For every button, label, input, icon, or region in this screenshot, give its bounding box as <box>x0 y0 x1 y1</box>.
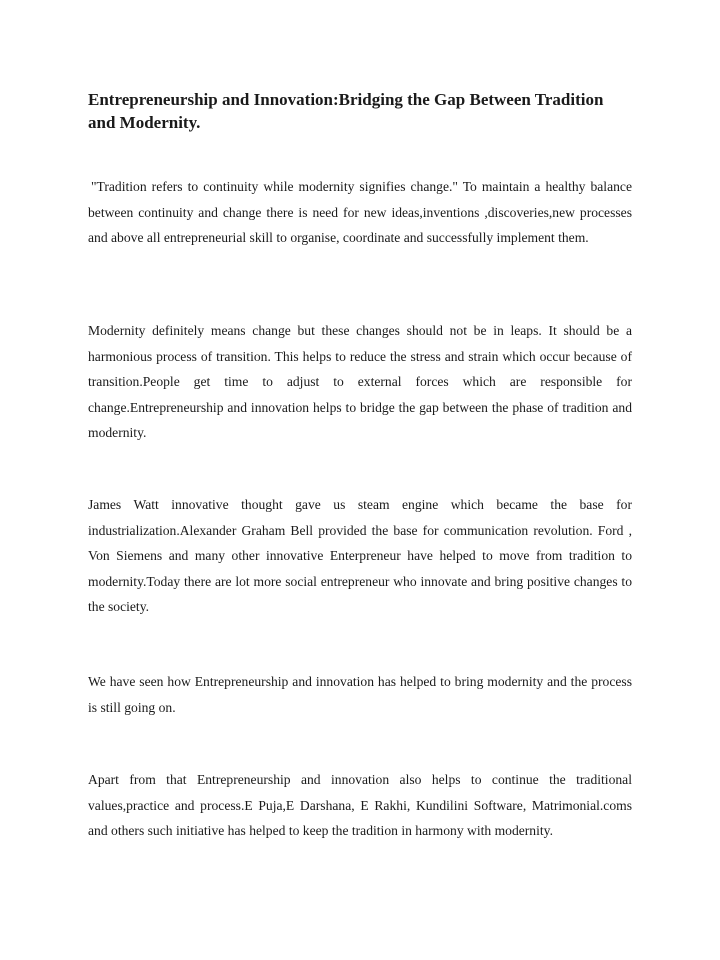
paragraph-5: Apart from that Entrepreneurship and innovation also helps to continue the traditional values,practice and process.E Puja,E Darshana, E Rakhi, Kundilini Software, Matrimonial.coms and others such initiative has helped to keep the tradition in harmony with modernity. <box>88 772 632 838</box>
paragraph-4: We have seen how Entrepreneurship and innovation has helped to bring modernity and the process is still going on. <box>88 674 632 715</box>
paragraph-3: James Watt innovative thought gave us steam engine which became the base for industrialization.Alexander Graham Bell provided the base for communication revolution. Ford , Von Siemens and many other innovative Enterpreneur have helped to move from tradition to modernity.Today there are lot more social entrepreneur who innovate and bring positive changes to the society. <box>88 497 632 614</box>
document-title: Entrepreneurship and Innovation:Bridging the Gap Between Tradition and Modernity. <box>88 90 604 132</box>
paragraph-2: Modernity definitely means change but these changes should not be in leaps. It should be a harmonious process of transition. This helps to reduce the stress and strain which occur because of transition.People get time to adjust to external forces which are responsible for change.Entrepreneurship and innovation helps to bridge the gap between the phase of tradition and modernity. <box>88 323 632 440</box>
paragraph-1: "Tradition refers to continuity while modernity signifies change." To maintain a healthy balance between continuity and change there is need for new ideas,inventions ,discoveries,new processes and above all entrepreneurial skill to organise, coordinate and successfully implement them. <box>88 179 632 245</box>
